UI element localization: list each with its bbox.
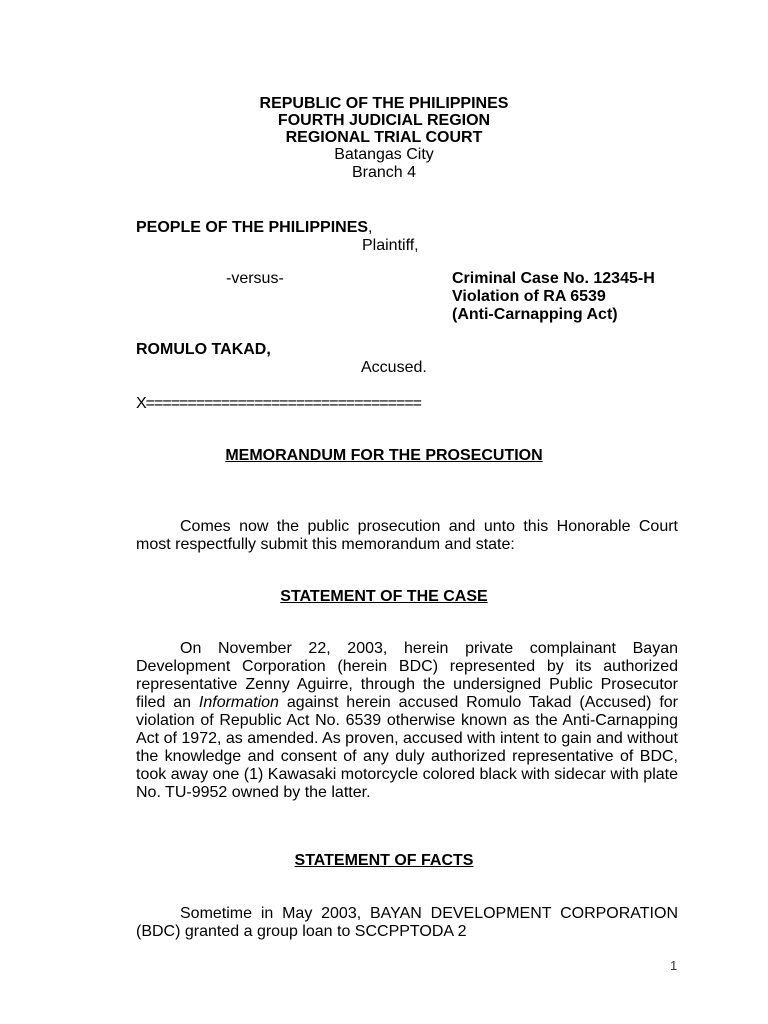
- statement-case-heading: [0, 588, 768, 606]
- statement-facts-paragraph: Sometime in May 2003, BAYAN DEVELOPMENT CORPORATION (BDC) granted a group loan to SCCPPTODA 2: [136, 905, 678, 940]
- intro-paragraph: Comes now the public prosecution and unto this Honorable Court most respectfully submit this memorandum and state:: [136, 518, 678, 553]
- plaintiff-name: PEOPLE OF THE PHILIPPINES: [136, 219, 369, 236]
- header-region: FOURTH JUDICIAL REGION: [277, 112, 491, 129]
- statement-case-text-1: On November 22, 2003, herein private complainant Bayan Development Corporation (herein BDC) represented by its authorized representative Zenny Aguirre, through the undersigned Public Prosecutor filed an: [136, 640, 678, 711]
- plaintiff-line: [136, 219, 373, 237]
- accused-name: ROMULO TAKAD,: [136, 341, 271, 358]
- header-court: REGIONAL TRIAL COURT: [285, 129, 483, 146]
- versus-label: -versus-: [226, 270, 284, 287]
- memorandum-title: [0, 447, 768, 465]
- statement-case-text-2: against herein accused Romulo Takad (Accused) for violation of Republic Act No. 6539 otherwise known as the Anti-Carnapping Act of 1972, as amended. As proven, accused with intent to gain and without the knowledge and consent of any duly authorized representative of BDC, took away one (1) Kawasaki motorcycle colored black with sidecar with plate No. TU-9952 owned by the latter.: [136, 694, 678, 801]
- case-act: (Anti-Carnapping Act): [452, 306, 618, 323]
- case-number: Criminal Case No. 12345-H: [452, 270, 655, 287]
- case-violation: Violation of RA 6539: [452, 288, 606, 305]
- header-branch: Branch 4: [351, 164, 417, 181]
- caption-separator: X=================================: [136, 395, 422, 412]
- header-city: Batangas City: [334, 146, 434, 163]
- statement-facts-heading: [0, 852, 768, 870]
- accused-role: Accused.: [361, 359, 427, 376]
- plaintiff-role: Plaintiff,: [362, 237, 419, 254]
- information-term: Information: [198, 694, 279, 711]
- plaintiff-comma: ,: [368, 219, 373, 236]
- header-republic: REPUBLIC OF THE PHILIPPINES: [259, 95, 509, 112]
- page-number: 1: [670, 958, 678, 973]
- statement-facts-heading-text: STATEMENT OF FACTS: [294, 852, 474, 869]
- statement-case-paragraph: [136, 640, 678, 802]
- statement-case-heading-text: STATEMENT OF THE CASE: [280, 588, 488, 605]
- memorandum-title-text: MEMORANDUM FOR THE PROSECUTION: [225, 447, 543, 464]
